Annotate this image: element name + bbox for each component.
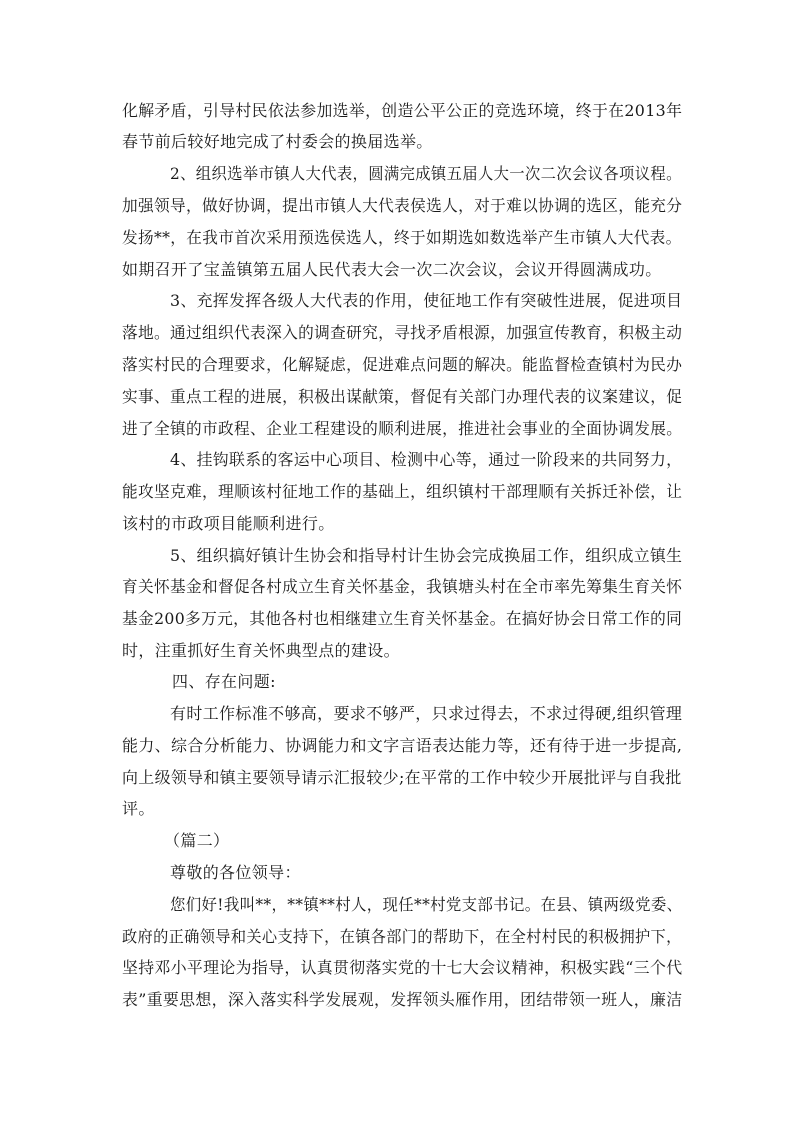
salutation: 尊敬的各位领导： [170,863,301,882]
text-line: 4、挂钩联系的客运中心项目、检测中心等，通过一阶段来的共同努力， [170,450,683,469]
text-line: 落实村民的合理要求，化解疑虑，促进难点问题的解决。能监督检查镇村为民办 [122,355,683,374]
text-line: 能攻坚克难，理顺该村征地工作的基础上，组织镇村干部理顺有关拆迁补偿，让 [122,482,683,501]
text-line: 育关怀基金和督促各村成立生育关怀基金，我镇塘头村在全市率先筹集生育关怀 [122,577,683,596]
text-line: 发扬**，在我市首次采用预选侯选人，终于如期选如数选举产生市镇人大代表。 [122,228,682,247]
text-line: 春节前后较好地完成了村委会的换届选举。 [122,132,433,151]
section-heading: （篇二） [164,831,230,850]
text-line: 您们好!我叫**，**镇**村人，现任**村党支部书记。在县、镇两级党委、 [170,895,683,914]
text-line: 政府的正确领导和关心支持下，在镇各部门的帮助下，在全村村民的积极拥护下， [122,927,682,946]
text-line: 2、组织选举市镇人大代表，圆满完成镇五届人大一次二次会议各项议程。 [170,164,682,183]
text-line: 表”重要思想，深入落实科学发展观，发挥领头雁作用，团结带领一班人，廉洁 [122,990,683,1009]
text-line: 5、组织搞好镇计生协会和指导村计生协会完成换届工作，组织成立镇生 [170,546,683,565]
text-line: 实事、重点工程的进展，积极出谋献策，督促有关部门办理代表的议案建议，促 [122,387,683,406]
section-heading: 四、存在问题: [172,672,276,691]
text-line: 坚持邓小平理论为指导，认真贯彻落实党的十七大会议精神，积极实践“三个代 [122,958,683,977]
text-line: 化解矛盾，引导村民依法参加选举，创造公平公正的竞选环境，终于在2013年 [122,101,683,120]
text-line: 能力、综合分析能力、协调能力和文字言语表达能力等，还有待于进一步提高, [122,736,683,755]
text-line: 该村的市政项目能顺利进行。 [122,514,335,533]
text-line: 3、充挥发挥各级人大代表的作用，使征地工作有突破性进展，促进项目 [170,291,683,310]
text-line: 评。 [122,799,155,818]
text-line: 进了全镇的市政程、企业工程建设的顺利进展，推进社会事业的全面协调发展。 [122,419,683,438]
text-line: 落地。通过组织代表深入的调查研究，寻找矛盾根源，加强宣传教育，积极主动 [122,323,683,342]
text-line: 如期召开了宝盖镇第五届人民代表大会一次二次会议，会议开得圆满成功。 [122,260,662,279]
text-line: 加强领导，做好协调，提出市镇人大代表侯选人，对于难以协调的选区，能充分 [122,196,683,215]
text-line: 有时工作标准不够高，要求不够严，只求过得去，不求过得硬,组织管理 [170,704,683,723]
text-line: 基金200多万元，其他各村也相继建立生育关怀基金。在搞好协会日常工作的同 [122,609,683,628]
text-line: 向上级领导和镇主要领导请示汇报较少;在平常的工作中较少开展批评与自我批 [122,768,682,787]
text-line: 时，注重抓好生育关怀典型点的建设。 [122,641,400,660]
